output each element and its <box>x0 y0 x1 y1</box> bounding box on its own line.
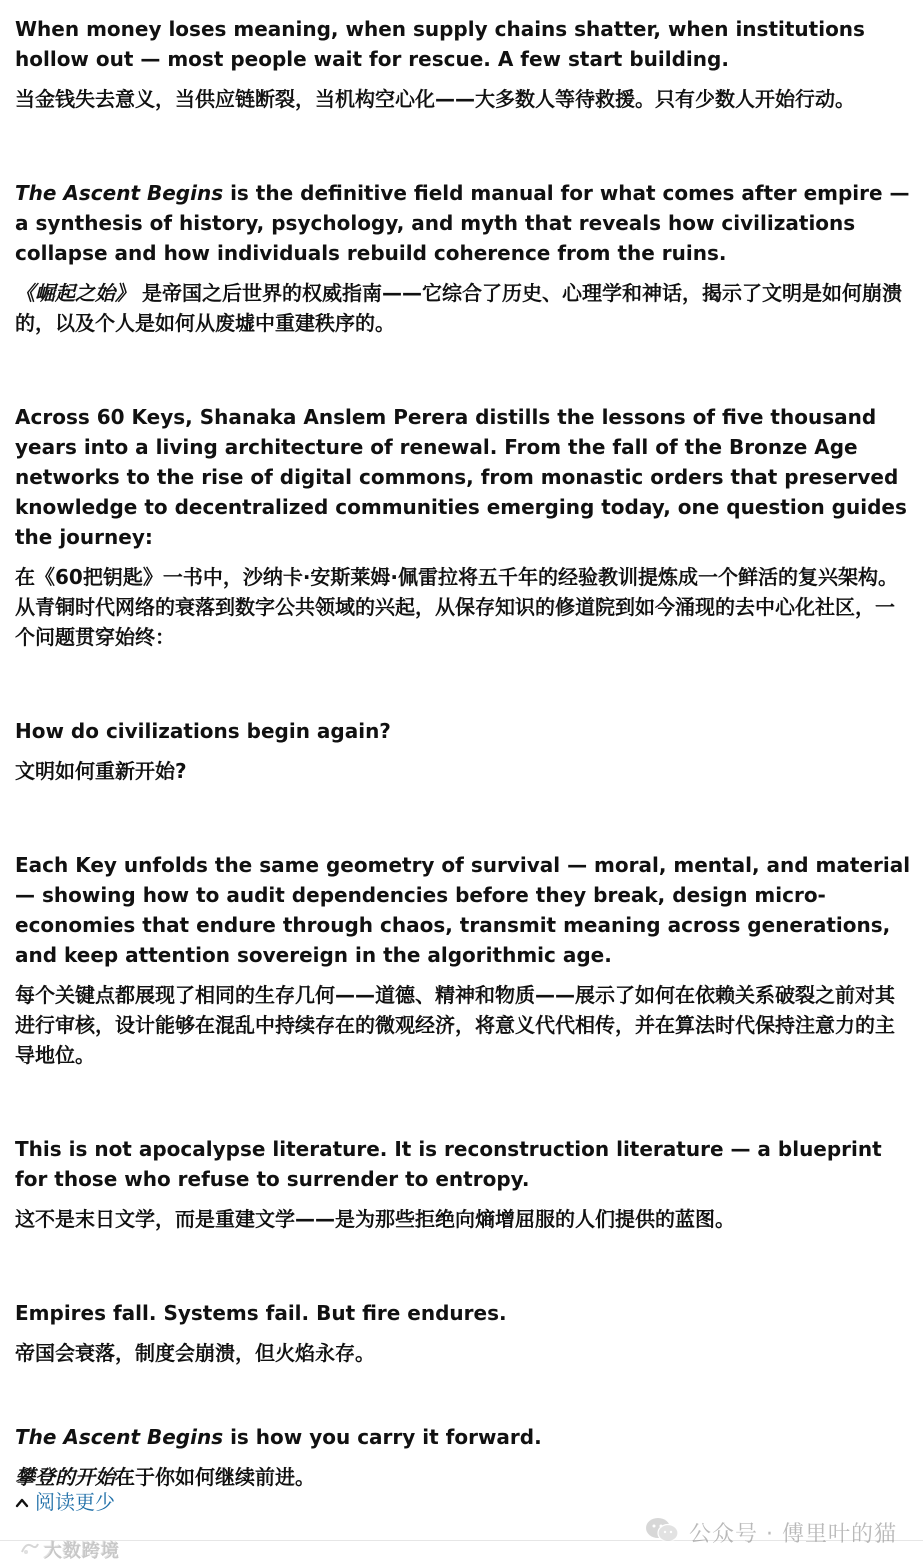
description-section-4 <box>15 716 913 786</box>
description-section-3 <box>15 402 913 652</box>
paragraph-zh <box>15 278 913 338</box>
paragraph-text: is how you carry it forward. <box>223 1425 542 1449</box>
paragraph-zh: 当金钱失去意义，当供应链断裂，当机构空心化——大多数人等待救援。只有少数人开始行动。 <box>15 87 855 111</box>
paragraph-en: How do civilizations begin again? <box>15 719 391 743</box>
paragraph-zh: 文明如何重新开始? <box>15 759 187 783</box>
book-title-zh: 《崛起之始》 <box>15 281 135 305</box>
paragraph-zh: 帝国会衰落，制度会崩溃，但火焰永存。 <box>15 1341 375 1365</box>
watermark-left <box>20 1537 120 1563</box>
paragraph-text: is the definitive field manual for what comes after empire — a synthesis of history, psychology, and myth that reveals how civilizations collapse and how individuals rebuild coherence from the ruins. <box>15 181 910 265</box>
paragraph-zh <box>15 1462 913 1492</box>
book-title: The Ascent Begins <box>15 181 224 205</box>
wechat-icon <box>645 1516 679 1548</box>
paragraph-zh: 在《60把钥匙》一书中，沙纳卡·安斯莱姆·佩雷拉将五千年的经验教训提炼成一个鲜活的复兴架构。从青铜时代网络的衰落到数字公共领域的兴起，从保存知识的修道院到如今涌现的去中心化社区，一个问题贯穿始终： <box>15 565 899 649</box>
paragraph-en: Empires fall. Systems fail. But fire endures. <box>15 1301 507 1325</box>
paragraph-en: When money loses meaning, when supply chains shatter, when institutions hollow out — most people wait for rescue. A few start building. <box>15 17 865 71</box>
read-less-label: 阅读更少 <box>35 1490 115 1514</box>
description-section-5 <box>15 850 913 1070</box>
description-section-6 <box>15 1134 913 1234</box>
description-section-1 <box>15 14 913 114</box>
paragraph-en <box>15 178 913 268</box>
paragraph-en: Across 60 Keys, Shanaka Anslem Perera distills the lessons of five thousand years into a living architecture of renewal. From the fall of the Bronze Age networks to the rise of digital commons, from monastic orders that preserved knowledge to decentralized communities emerging today, one question guides the journey: <box>15 405 907 549</box>
paragraph-zh: 这不是末日文学，而是重建文学——是为那些拒绝向熵增屈服的人们提供的蓝图。 <box>15 1207 735 1231</box>
description-section-8 <box>15 1422 913 1492</box>
paragraph-text-zh: 是帝国之后世界的权威指南——它综合了历史、心理学和神话，揭示了文明是如何崩溃的，以及个人是如何从废墟中重建秩序的。 <box>15 281 902 335</box>
product-description <box>15 14 913 1492</box>
watermark-left-text: 大数跨境 <box>44 1541 120 1562</box>
description-section-2 <box>15 178 913 338</box>
paragraph-en: This is not apocalypse literature. It is reconstruction literature — a blueprint for those who refuse to surrender to entropy. <box>15 1137 882 1191</box>
paragraph-zh: 每个关键点都展现了相同的生存几何——道德、精神和物质——展示了如何在依赖关系破裂之前对其进行审核，设计能够在混乱中持续存在的微观经济，将意义代代相传，并在算法时代保持注意力的主导地位。 <box>15 983 895 1067</box>
paragraph-en: Each Key unfolds the same geometry of survival — moral, mental, and material — showing how to audit dependencies before they break, design micro-economies that endure through chaos, transmit meaning across generations, and keep attention sovereign in the algorithmic age. <box>15 853 911 967</box>
paragraph-text-zh: 在于你如何继续前进。 <box>115 1465 315 1489</box>
book-title: The Ascent Begins <box>15 1425 224 1449</box>
watermark-right-text: 公众号 · 傅里叶的猫 <box>689 1521 897 1547</box>
watermark-right <box>645 1516 897 1548</box>
read-less-link[interactable] <box>15 1488 115 1516</box>
description-section-7 <box>15 1298 913 1368</box>
watermark-logo-icon <box>20 1540 40 1560</box>
chevron-up-icon <box>15 1495 29 1509</box>
paragraph-en <box>15 1422 913 1452</box>
book-title-zh: 攀登的开始 <box>15 1465 115 1489</box>
